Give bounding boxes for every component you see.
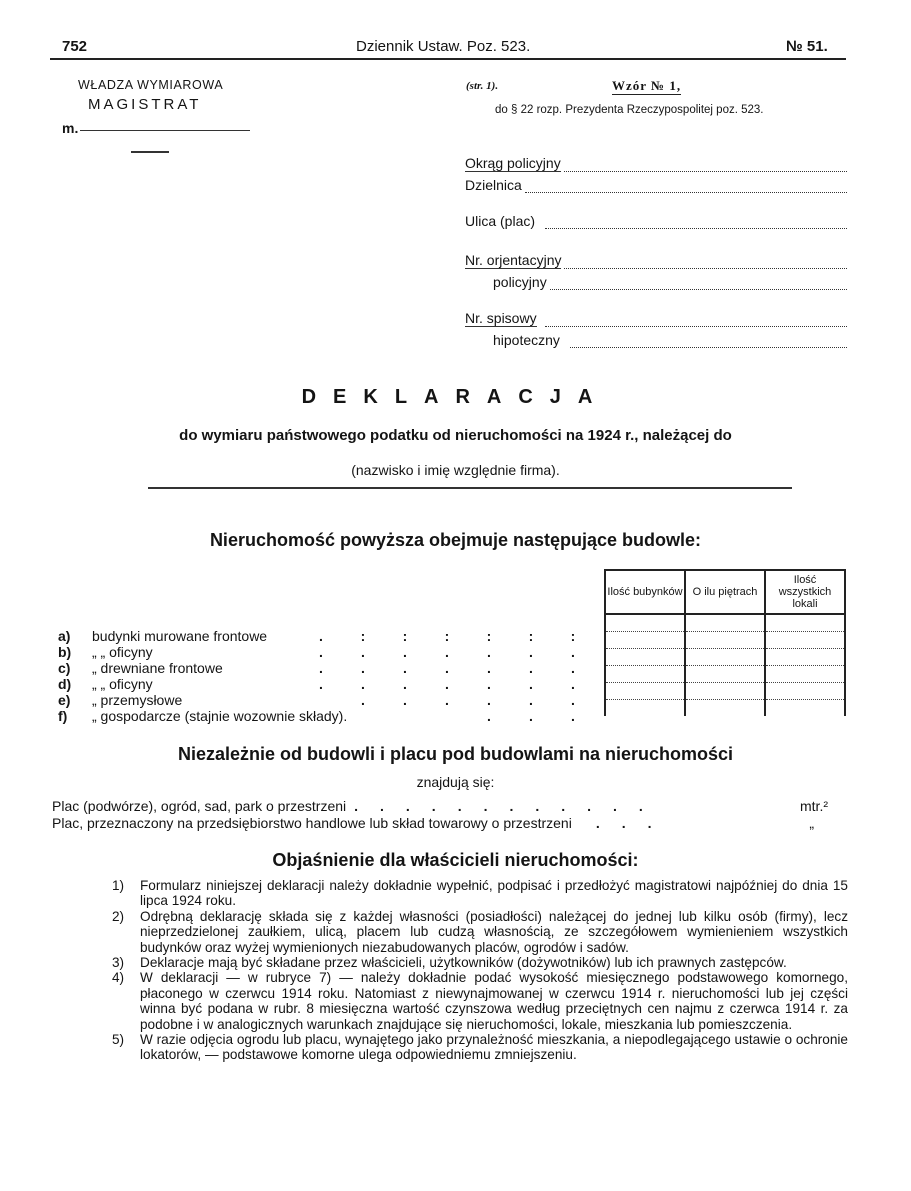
row-letter: d) (58, 676, 72, 692)
cell-input[interactable] (685, 700, 765, 717)
cell-input[interactable] (605, 632, 685, 649)
field-nr-orjentacyjny[interactable] (465, 252, 847, 269)
cell-input[interactable] (685, 632, 765, 649)
cell-input[interactable] (765, 683, 845, 700)
field-label: Nr. spisowy (465, 310, 537, 326)
explanation-item (112, 955, 848, 970)
table-row (605, 632, 845, 649)
field-nr-hipoteczny[interactable] (493, 332, 847, 348)
land-item-plac-handlowy[interactable] (52, 815, 828, 831)
field-nr-spisowy[interactable] (465, 310, 847, 327)
buildings-table (604, 569, 846, 716)
owner-name-line[interactable] (148, 487, 792, 489)
explanation-item (112, 1032, 848, 1063)
field-label: Ulica (plac) (465, 213, 536, 229)
row-letter: c) (58, 660, 71, 676)
journal-title: Dziennik Ustaw. Poz. 523. (356, 38, 531, 55)
explanation-item (112, 909, 848, 955)
cell-input[interactable] (605, 683, 685, 700)
issue-number: № 51. (786, 38, 828, 55)
field-input-line[interactable] (545, 316, 847, 327)
field-label: hipoteczny (493, 332, 560, 348)
table-row (605, 649, 845, 666)
cell-input[interactable] (685, 649, 765, 666)
field-input-line[interactable] (525, 182, 847, 193)
row-label: budynki murowane frontowe (92, 628, 268, 644)
explanation-item (112, 970, 848, 1032)
table-row (605, 683, 845, 700)
row-label: „ gospodarcze (stajnie wozownie składy). (92, 708, 348, 724)
item-number: 1) (112, 878, 125, 893)
declaration-subtitle: do wymiaru państwowego podatku od nieruchomości na 1924 r., należącej do (179, 427, 732, 444)
stamp-office: MAGISTRAT (88, 96, 202, 113)
leader-dots: . : : : : : : . . . . . . . . . . . . . . . . . . . . . . . . . . . . . . (319, 628, 576, 724)
item-text: Odrębną deklarację składa się z każdej własności (posiadłości) należącej do jednej lub kilku osób (firmy), lecz nieprzedzielonej zaułkiem, ulicą, placem lub cudzą własnością, ze szczegółowem wymienieniem wszystkich budynków oraz wyżej wymienionych niezabudowanych placów, ogrodów i sadów. (140, 908, 848, 955)
explanations-list (112, 878, 848, 1063)
leader-dots: ... (595, 815, 674, 831)
item-number: 5) (112, 1032, 125, 1048)
cell-input[interactable] (765, 649, 845, 666)
cell-input[interactable] (605, 614, 685, 632)
form-model-number: Wzór № 1, (612, 78, 682, 93)
item-text: Deklaracje mają być składane przez właścicieli, użytkowników (dożywotników) lub ich prawnych zastępców. (140, 955, 787, 971)
field-input-line[interactable] (570, 337, 847, 348)
col-header-ilosc-lokali: Ilość wszystkich lokali (765, 570, 845, 614)
land-item-unit: mtr.² (800, 798, 828, 814)
row-label: „ „ oficyny (92, 644, 153, 660)
cell-input[interactable] (765, 632, 845, 649)
row-letter: a) (58, 628, 71, 644)
row-letter: b) (58, 644, 72, 660)
row-label: „ „ oficyny (92, 676, 153, 692)
field-okrag-policyjny[interactable] (465, 155, 847, 172)
cell-input[interactable] (605, 666, 685, 683)
field-label: Dzielnica (465, 177, 522, 193)
table-row (605, 666, 845, 683)
cell-input[interactable] (605, 700, 685, 717)
regulation-reference: do § 22 rozp. Prezydenta Rzeczypospolitej poz. 523. (495, 104, 764, 116)
form-page-ref: (str. 1). (466, 80, 499, 92)
cell-input[interactable] (605, 649, 685, 666)
owner-name-hint: (nazwisko i imię względnie firma). (351, 462, 560, 478)
field-input-line[interactable] (545, 218, 847, 229)
row-label: „ drewniane frontowe (92, 660, 223, 676)
item-text: W deklaracji — w rubryce 7) — należy dokładnie podać wysokość miesięcznego podstawowego komornego, płaconego w czerwcu 1914 roku. Natomiast z niewynajmowanej w czerwcu 1914 r. nieruchomości lub jej części winna być podana w rubr. 8 miesięczna wartość czynszowa według przeciętnych cen najmu z czerwca 1914 r. za podobne i w analogicznych warunkach znajdujące się nieruchomości, lokale, mieszkania lub pomieszczenia. (140, 970, 848, 1032)
stamp-city-prefix: m. (62, 120, 79, 136)
explanation-item (112, 878, 848, 909)
cell-input[interactable] (685, 683, 765, 700)
buildings-heading: Nieruchomość powyższa obejmuje następujące budowle: (209, 530, 702, 550)
leader-dots: ............ (354, 798, 665, 814)
field-label: Okrąg policyjny (465, 155, 561, 171)
cell-input[interactable] (765, 614, 845, 632)
field-dzielnica[interactable] (465, 177, 847, 193)
field-input-line[interactable] (564, 161, 847, 172)
page-number: 752 (62, 38, 88, 55)
table-row (605, 700, 845, 717)
declaration-title: DEKLARACJA (301, 386, 610, 408)
cell-input[interactable] (685, 614, 765, 632)
field-input-line[interactable] (550, 279, 847, 290)
table-row (605, 614, 845, 632)
land-item-label: Plac (podwórze), ogród, sad, park o przestrzeni (52, 798, 347, 814)
land-item-label: Plac, przeznaczony na przedsiębiorstwo handlowe lub skład towarowy o przestrzeni (52, 815, 572, 831)
land-subheading: znajdują się: (416, 774, 495, 790)
item-number: 2) (112, 908, 125, 924)
cell-input[interactable] (685, 666, 765, 683)
field-label: policyjny (493, 274, 547, 290)
field-label: Nr. orjentacyjny (465, 252, 562, 268)
cell-input[interactable] (765, 700, 845, 717)
row-letter: f) (58, 708, 68, 724)
field-input-line[interactable] (564, 258, 847, 269)
item-number: 3) (112, 955, 125, 971)
col-header-ilosc-budynkow: Ilość bubynków (605, 570, 685, 614)
city-blank-line[interactable] (80, 130, 250, 131)
explanations-heading: Objaśnienie dla właścicieli nieruchomości: (272, 850, 639, 870)
land-item-unit: „ (809, 815, 814, 831)
row-label: „ przemysłowe (92, 692, 183, 708)
item-text: W razie odjęcia ogrodu lub placu, wynajętego jako przynależność mieszkania, a niepodlegającego ustawie o ochronie lokatorów, — podstawowe komorne ulega odpowiedniemu zmniejszeniu. (140, 1032, 848, 1063)
stamp-authority: WŁADZA WYMIAROWA (78, 78, 224, 92)
stamp-divider (131, 151, 169, 153)
row-letter: e) (58, 692, 71, 708)
land-item-plac-ogrod[interactable] (52, 798, 828, 814)
col-header-ilu-pietrach: O ilu piętrach (685, 570, 765, 614)
item-text: Formularz niniejszej deklaracji należy dokładnie wypełnić, podpisać i przedłożyć magistratowi najpóźniej do dnia 15 lipca 1924 roku. (140, 878, 848, 909)
cell-input[interactable] (765, 666, 845, 683)
land-heading: Niezależnie od budowli i placu pod budowlami na nieruchomości (177, 744, 734, 764)
field-nr-policyjny[interactable] (493, 274, 847, 290)
header-rule (50, 58, 846, 60)
item-number: 4) (112, 970, 125, 986)
field-ulica[interactable] (465, 213, 847, 229)
stamp-city-field[interactable] (62, 120, 250, 136)
